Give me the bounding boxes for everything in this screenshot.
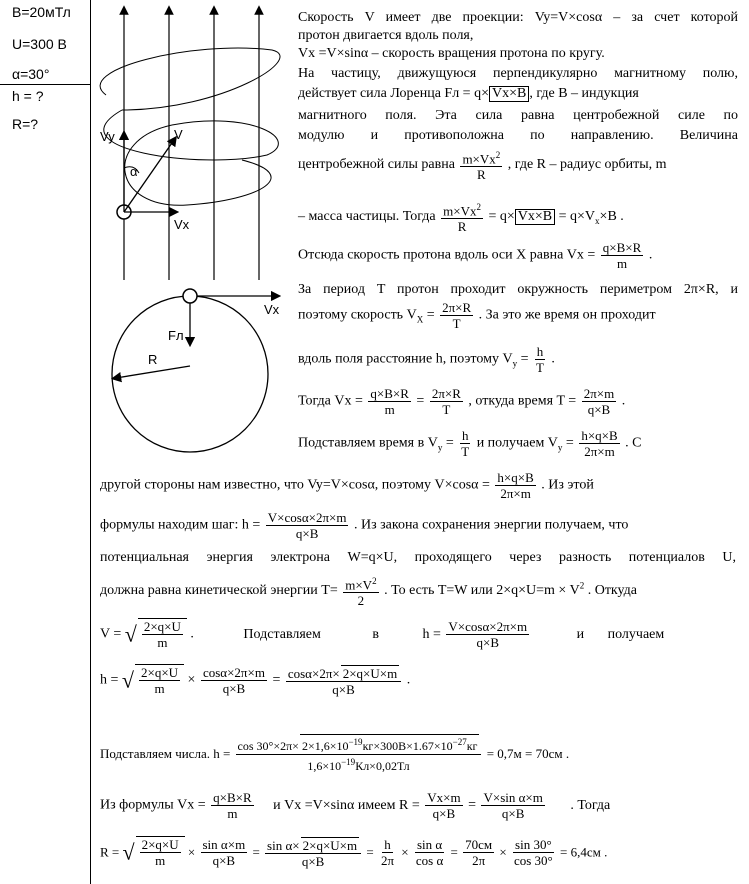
label-vy: Vy	[100, 129, 115, 144]
text-p4b: поэтому скорость $V_X$ = $\frac{2\pi\times R}{T}$ . За это же время он проходит	[298, 300, 656, 331]
text-p2e: центробежной силы равна $\frac{m\times Vx^2}{R}$ , где R – радиус орбиты, m	[298, 150, 667, 183]
text-p10: потенциальная энергия электрона W=q×U, проходящего через разность потенциалов U,	[100, 550, 736, 565]
text-p3: Отсюда скорость протона вдоль оси X равна Vx = $\frac{q\times B\times R}{m}$ .	[298, 240, 653, 271]
text-p2c: магнитного поля. Эта сила равна центробежной силе по	[298, 108, 738, 123]
radius-arrow	[116, 366, 190, 378]
text-p5: вдоль поля расстояние h, поэтому $V_y$ = $\frac{h}{T}$ .	[298, 344, 555, 375]
find-h: h = ?	[12, 88, 44, 104]
label-v: V	[174, 127, 183, 142]
helix-spiral	[100, 48, 280, 205]
text-p8: другой стороны нам известно, что Vy=V×cosα, поэтому V×cosα = $\frac{h\times q\times B}{2\pi\times m}$ . Из этой	[100, 470, 594, 501]
text-p14: Подставляем числа. h = $\cos 30^\circ\times 2\pi\times 2\times 1,6\times 10^{-19}кг\times 300В\times 1.67\times 10^{-27}кг$ $1,6\times 10^{-19}Кл\times 0,02Тл$ = 0,7м = 70см .	[100, 734, 569, 774]
text-p1b: протон двигается вдоль поля,	[298, 28, 474, 43]
orbit-diagram	[96, 282, 292, 460]
orbit-label-fl: Fл	[168, 328, 184, 343]
text-p1a: Скорость V имеет две проекции: Vy=V×cosα – за счет которой	[298, 10, 738, 25]
text-p2b: действует сила Лоренца Fл = q× Vx×B , где B – индукция	[298, 86, 639, 101]
text-p16: R = √ $\frac{2\times q\times U}{m}$ × $\frac{\text{sin α×m}}{q\times B}$ = $\frac{\text{sin α× 2×q×U×m}}{q\times B}$ = $\frac{h}{2\pi}$ × $\frac{\text{sin α}}{\text{cos α}}$ = 70см 2π × $\frac{\sin 30^\circ}{\cos 30^\circ}$ = 6,4см .	[100, 837, 608, 869]
text-p2f: – масса частицы. Тогда $\frac{m\times Vx^2}{R}$ = $q\times Vx\times B = q\times V_x\times B$ .	[298, 202, 624, 235]
text-p2a: На частицу, движущуюся перпендикулярно магнитному полю,	[298, 66, 738, 81]
orbit-proton	[183, 289, 197, 303]
text-p15: Из формулы Vx = $\frac{q\times B\times R}{m}$ и Vx =V×sinα имеем R = $\frac{Vx\times m}{q\times B}$ = $\frac{\text{V×sin α×m}}{q\times B}$ . Тогда	[100, 790, 611, 821]
orbit-label-r: R	[148, 352, 158, 367]
label-vx: Vx	[174, 217, 190, 232]
text-p13: h = √ $\frac{2\times q\times U}{m}$ × $\frac{\cos\alpha\times 2\pi\times m}{q\times B}$ = $\frac{\cos\alpha\times 2\pi\times 2\times q\times U\times m}{q\times B}$ .	[100, 665, 411, 697]
given-alpha: α=30°	[12, 66, 50, 82]
column-divider	[90, 0, 91, 884]
text-p12: V = √ $\frac{2\times q\times U}{m}$ . Подставляем в h = $\frac{V\times\cos\alpha\times 2\pi\times m}{q\times B}$ и получаем	[100, 619, 665, 650]
text-p7: Подставляем время в $V_y$ = $\frac{h}{T}$ и получаем $V_y$ = $\frac{h\times q\times B}{2\pi\times m}$ . С	[298, 428, 642, 459]
text-p4a: За период T протон проходит окружность периметром 2π×R, и	[298, 282, 738, 297]
text-p6: Тогда Vx = $\frac{q\times B\times R}{m}$ = $\frac{2\pi\times R}{T}$ , откуда время T = $\frac{2\pi\times m}{q\times B}$ .	[298, 386, 626, 417]
given-divider	[0, 84, 90, 85]
given-u: U=300 В	[12, 36, 67, 52]
text-p11: должна равна кинетической энергии T= $\frac{m\times V^2}{2}$ . То есть T=W или $2\times q\times U=m \times V^2$ . Откуда	[100, 576, 637, 609]
text-p2d: модулю и противоположна по направлению. Величина	[298, 128, 738, 143]
helix-diagram	[92, 0, 290, 282]
label-alpha: α	[130, 164, 138, 179]
find-r: R=?	[12, 116, 39, 132]
text-p1c: Vx =V×sinα – скорость вращения протона по кругу.	[298, 46, 605, 61]
text-p9: формулы находим шаг: h = $\frac{V\times\cos\alpha\times 2\pi\times m}{q\times B}$ . Из закона сохранения энергии получаем, что	[100, 510, 629, 541]
given-b: B=20мТл	[12, 4, 71, 20]
orbit-label-vx: Vx	[264, 302, 280, 317]
